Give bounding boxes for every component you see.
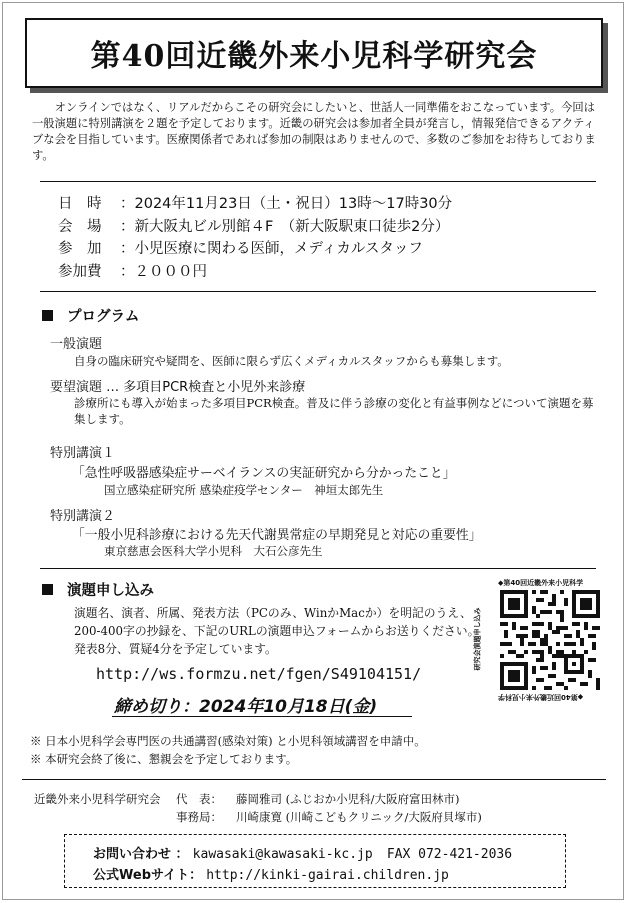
footer-rep-label: 代 表： xyxy=(176,792,222,806)
footer-org: 近畿外来小児科学研究会 xyxy=(34,792,161,806)
special-lecture-1-title: 特別講演１ xyxy=(50,446,116,461)
request-presentation-desc: 診療所にも導入が始まった多項目PCR検査。普及に伴う診療の変化と有益事例などについて演題を募集します。 xyxy=(74,396,594,426)
footer-office: 川崎康寛 (川崎こどもクリニック/大阪府貝塚市) xyxy=(236,810,482,824)
deadline-underline xyxy=(112,716,412,717)
info-key: 日 時 xyxy=(58,196,102,212)
special-lecture-2-talk: 「一般小児科診療における先天代謝異常症の早期発見と対応の重要性」 xyxy=(72,528,482,543)
divider xyxy=(40,568,596,569)
info-value: ：小児医療に関わる医師，メディカルスタッフ xyxy=(120,241,423,257)
contact-fax: FAX 072-421-2036 xyxy=(386,847,513,862)
contact-inquiry xyxy=(93,843,512,862)
footer-rep: 藤岡雅司 (ふじおか小児科/大阪府富田林市) xyxy=(236,792,460,806)
contact-email-link[interactable]: kawasaki@kawasaki-kc.jp xyxy=(192,847,373,862)
contact-web-link[interactable]: http://kinki-gairai.children.jp xyxy=(206,868,449,883)
contact-web-label: 公式Webサイト： xyxy=(93,868,203,883)
info-row-date xyxy=(58,193,598,216)
info-key: 会 場 xyxy=(58,218,102,235)
contact-box xyxy=(64,834,566,888)
page-title: 第40回近畿外来小児科学研究会 xyxy=(25,18,603,88)
special-lecture-1-speaker: 国立感染症研究所 感染症疫学センター 神垣太郎先生 xyxy=(104,483,384,497)
special-lecture-2-title: 特別講演２ xyxy=(50,509,116,524)
general-presentation-desc: 自身の臨床研究や疑問を、医師に限らず広くメディカルスタッフからも募集します。 xyxy=(74,354,509,368)
application-desc: 演題名、演者、所属、発表方法（PCのみ、WinかMacか）を明記のうえ、200-400字の抄録を、下記のURLの演題申込フォームからお送りください。発表8分、質疑4分を予定しています。 xyxy=(74,606,480,656)
deadline: 締め切り：2024年10月18日(金) xyxy=(114,697,378,717)
divider xyxy=(22,779,606,780)
special-lecture-2-speaker: 東京慈恵会医科大学小児科 大石公彦先生 xyxy=(104,544,323,558)
info-key: 参 加 xyxy=(58,241,102,257)
divider xyxy=(40,291,596,292)
square-bullet-icon xyxy=(42,310,53,321)
event-info xyxy=(58,193,598,283)
general-presentation-title: 一般演題 xyxy=(50,337,103,352)
note-2: ※ 本研究会終了後に、懇親会を予定しております。 xyxy=(30,752,298,766)
info-row-participants xyxy=(58,238,598,261)
contact-inquiry-label: お問い合わせ ： xyxy=(93,847,189,862)
intro-paragraph: オンラインではなく、リアルだからこその研究会にしたいと、世話人一同準備をおこなっています。今回は一般演題に特別講演を２題を予定しております。近畿の研究会は参加者全員が発言し，情報発信できるアクティブな会を目指しています。医療関係者であれば参加の制限はありませんので、多数のご参加をお待ちしております。 xyxy=(32,101,596,162)
info-value: ：2024年11月23日（土・祝日）13時〜17時30分 xyxy=(120,196,453,212)
square-bullet-icon xyxy=(42,584,53,595)
qr-caption-left: 研究会演題申し込み xyxy=(473,607,482,671)
qr-code-icon xyxy=(498,590,602,690)
note-1: ※ 日本小児科学会専門医の共通講習(感染対策) と小児科領域講習を申請中。 xyxy=(30,734,426,748)
request-presentation-title: 要望演題 … 多項目PCR検査と小児外来診療 xyxy=(50,380,306,395)
application-heading: 演題申し込み xyxy=(42,579,154,600)
contact-web xyxy=(93,864,449,883)
qr-caption-top: ◆第40回近畿外来小児科学 xyxy=(498,579,584,587)
info-row-fee xyxy=(58,261,598,284)
info-row-venue xyxy=(58,216,598,239)
divider xyxy=(40,181,596,182)
info-value: ：２０００円 xyxy=(120,263,207,280)
qr-code-block[interactable] xyxy=(473,578,616,702)
footer-office-label: 事務局： xyxy=(176,810,222,824)
program-heading: プログラム xyxy=(42,305,139,326)
info-key: 参加費 xyxy=(58,263,102,280)
qr-caption-bottom: ◆第40回近畿外来小児科学 xyxy=(498,693,584,701)
special-lecture-1-talk: 「急性呼吸器感染症サーベイランスの実証研究から分かったこと」 xyxy=(72,466,456,481)
application-url-link[interactable]: http://ws.formzu.net/fgen/S49104151/ xyxy=(96,665,422,683)
info-value: ：新大阪丸ビル別館４F （新大阪駅東口徒歩2分） xyxy=(120,218,450,235)
